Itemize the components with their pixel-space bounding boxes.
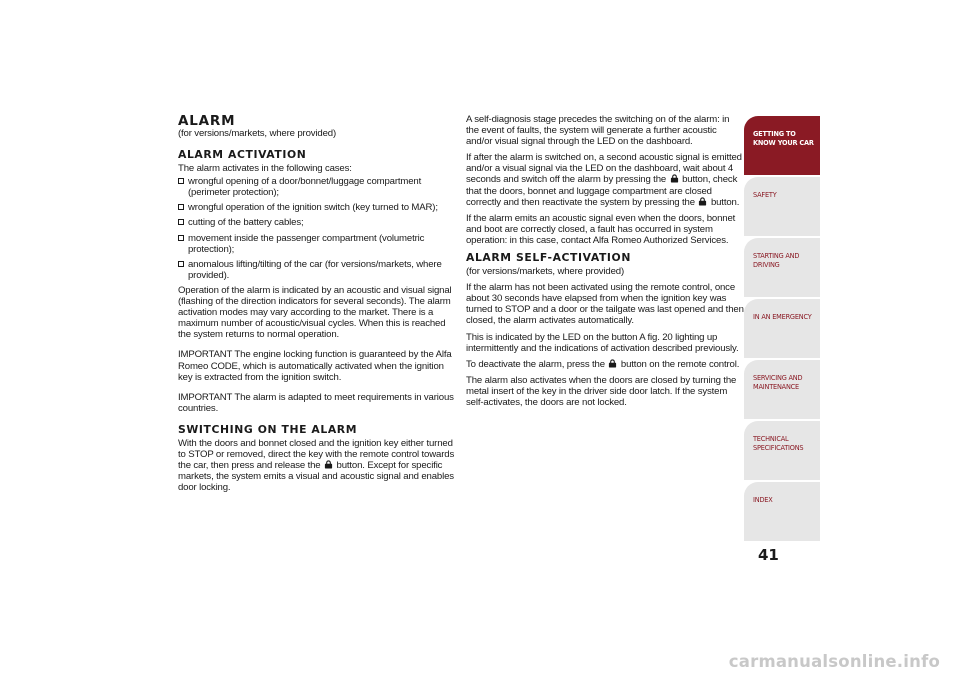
list-item: wrongful operation of the ignition switch (key turned to MAR); [178, 202, 458, 213]
self-activation-subtitle: (for versions/markets, where provided) [466, 266, 624, 278]
important-note-1: IMPORTANT The engine locking function is guaranteed by the Alfa Romeo CODE, which is automatically activated when the ignition key is extracted from the ignition switch. [178, 349, 452, 383]
switching-text-b: button. Except for specific markets, the system emits a visual and acoustic signal and enables door locking. [178, 460, 454, 494]
list-item: movement inside the passenger compartment (volumetric protection); [178, 233, 458, 255]
lock-icon [608, 359, 617, 368]
switching-heading: SWITCHING ON THE ALARM [178, 422, 358, 436]
activation-intro: The alarm activates in the following cases: [178, 163, 352, 175]
doors-paragraph: The alarm also activates when the doors are closed by turning the metal insert of the key in the driver side door latch. If the system self-activates, the doors are not locked. [466, 374, 737, 408]
deactivate-paragraph [466, 359, 744, 370]
tab-in-an-emergency[interactable] [744, 299, 820, 358]
switching-paragraph [178, 438, 458, 493]
important-note-2: IMPORTANT The alarm is adapted to meet requirements in various countries. [178, 391, 454, 414]
self-activation-heading: ALARM SELF-ACTIVATION [466, 251, 631, 265]
section-subtitle: (for versions/markets, where provided) [178, 128, 336, 139]
self-activation-paragraph: If the alarm has not been activated using the remote control, once about 30 seconds have elapsed from when the ignition key was turned to STOP and a door or the tailgate was last opened and then closed, the alarm activates automatically. [466, 282, 744, 327]
second-signal-text-b: button, check that the doors, bonnet and luggage compartment are closed correctly and then reactivate the system by pressing the [466, 174, 738, 208]
diagnosis-paragraph: A self-diagnosis stage precedes the switching on of the alarm: in the event of faults, the system will generate a further acoustic and/or visual signal through the LED on the dashboard. [466, 114, 730, 148]
operation-paragraph: Operation of the alarm is indicated by an acoustic and visual signal (flashing of the direction indicators for several seconds). The alarm activation modes may vary according to the market. There is a maximum number of acoustic/visual cycles. When this is reached the system returns to normal operation. [178, 284, 452, 341]
chapter-tabs [744, 116, 820, 543]
tab-label: SAFETY [753, 190, 777, 199]
led-paragraph: This is indicated by the LED on the button A fig. 20 lighting up intermittently and the indications of activation described previously. [466, 331, 739, 354]
tab-safety[interactable] [744, 177, 820, 236]
left-column [178, 114, 458, 498]
list-item: anomalous lifting/tilting of the car (for versions/markets, where provided). [178, 259, 458, 281]
deactivate-text-a: To deactivate the alarm, press the [466, 358, 605, 370]
lock-icon [698, 197, 707, 206]
right-column [466, 114, 744, 413]
switching-text-a: With the doors and bonnet closed and the ignition key either turned to STOP or removed, direct the key with the remote control towards the car, then press and release the [178, 437, 455, 472]
tab-label: SERVICING AND MAINTENANCE [753, 373, 803, 391]
tab-getting-to-know-your-car[interactable] [744, 116, 820, 175]
tab-index[interactable] [744, 482, 820, 541]
activation-case-list [178, 176, 458, 281]
tab-label: TECHNICAL SPECIFICATIONS [753, 434, 804, 452]
tab-starting-and-driving[interactable] [744, 238, 820, 297]
tab-servicing-and-maintenance[interactable] [744, 360, 820, 419]
tab-technical-specifications[interactable] [744, 421, 820, 480]
tab-label: STARTING AND DRIVING [753, 251, 800, 269]
second-signal-paragraph [466, 152, 744, 207]
watermark: carmanualsonline.info [728, 652, 940, 671]
lock-icon [670, 174, 679, 183]
tab-label: GETTING TO KNOW YOUR CAR [753, 129, 814, 147]
tab-label: INDEX [753, 495, 773, 504]
list-item: wrongful opening of a door/bonnet/luggage compartment (perimeter protection); [178, 176, 458, 198]
deactivate-text-b: button on the remote control. [620, 358, 740, 370]
fault-paragraph: If the alarm emits an acoustic signal even when the doors, bonnet and boot are correctly closed, a fault has occurred in system operation: in this case, contact Alfa Romeo Authorized Services. [466, 212, 736, 246]
section-title: ALARM [178, 113, 236, 129]
lock-icon [324, 460, 333, 469]
page-number: 41 [758, 546, 779, 564]
second-signal-text-a: If after the alarm is switched on, a second acoustic signal is emitted and/or a visual signal via the LED on the dashboard, wait about 4 seconds and switch off the alarm by pressing the [466, 152, 742, 186]
tab-label: IN AN EMERGENCY [753, 312, 812, 321]
list-item: cutting of the battery cables; [178, 217, 458, 228]
activation-heading: ALARM ACTIVATION [178, 148, 307, 162]
second-signal-text-c: button. [710, 196, 740, 208]
